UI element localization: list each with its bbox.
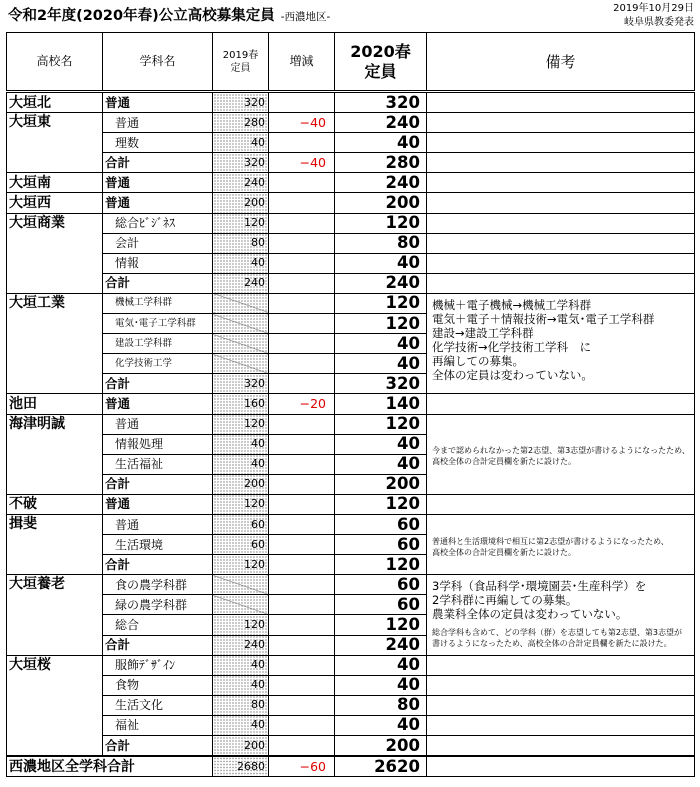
col-header-dept: 学科名: [103, 33, 213, 92]
new-capacity: 140: [335, 394, 427, 414]
notes-cell: [427, 173, 695, 193]
school-name: 大垣西: [7, 193, 103, 213]
table-row: [7, 736, 695, 757]
notes-cell: [427, 253, 695, 273]
dept-name: 合計: [103, 273, 213, 293]
new-capacity: 40: [335, 715, 427, 735]
prev-capacity: 60: [213, 535, 269, 555]
dept-name: 総合ﾋﾞｼﾞﾈｽ: [103, 213, 213, 233]
dept-name: 普通: [103, 414, 213, 434]
dept-name: 情報: [103, 253, 213, 273]
capacity-change: [269, 635, 335, 655]
school-notes: [427, 293, 695, 393]
prev-capacity: 80: [213, 695, 269, 715]
capacity-change: [269, 133, 335, 153]
note-line: 今まで認められなかった第2志望、第3志望が書けるようになったため、: [432, 446, 690, 456]
school-name: 不破: [7, 494, 103, 514]
prev-capacity: 40: [213, 253, 269, 273]
notes-cell: [427, 92, 695, 113]
prev-capacity: 60: [213, 514, 269, 534]
table-row: [7, 113, 695, 133]
prev-capacity: 320: [213, 374, 269, 394]
page-title: [8, 4, 330, 25]
prev-capacity: [213, 314, 269, 334]
dept-name: 生活文化: [103, 695, 213, 715]
note-line: 書けるようになったため、高校全体の合計定員欄を新たに設けた。: [432, 639, 672, 649]
prev-capacity: 280: [213, 113, 269, 133]
prev-capacity: 120: [213, 555, 269, 575]
total-prev: 2680: [213, 756, 269, 777]
dept-name: 普通: [103, 173, 213, 193]
dept-name: 普通: [103, 394, 213, 414]
publisher: 岐阜県教委発表: [624, 17, 694, 28]
col-header-school: 高校名: [7, 33, 103, 92]
prev-capacity: 160: [213, 394, 269, 414]
capacity-change: [269, 193, 335, 213]
prev-capacity: 200: [213, 474, 269, 494]
table-row: [7, 414, 695, 434]
prev-capacity: [213, 334, 269, 354]
new-capacity: 120: [335, 555, 427, 575]
col-header-new-line1: 2020春: [350, 41, 411, 61]
school-name: 大垣東: [7, 113, 103, 173]
note-line: 総合学科も含めて、どの学科（群）を志望しても第2志望、第3志望が: [432, 628, 683, 638]
col-header-new-line2: 定員: [364, 61, 397, 81]
new-capacity: 200: [335, 736, 427, 757]
new-capacity: 120: [335, 213, 427, 233]
note-line: 建設→建設工学科群: [432, 325, 534, 340]
capacity-change: [269, 736, 335, 757]
table-body: [7, 92, 695, 777]
capacity-change: [269, 233, 335, 253]
prev-capacity: 320: [213, 153, 269, 173]
dept-name: 普通: [103, 193, 213, 213]
prev-capacity: 40: [213, 454, 269, 474]
new-capacity: 40: [335, 354, 427, 374]
new-capacity: 40: [335, 334, 427, 354]
capacity-change: [269, 595, 335, 615]
new-capacity: 120: [335, 293, 427, 313]
school-notes: [427, 514, 695, 574]
new-capacity: 40: [335, 253, 427, 273]
prev-capacity: 320: [213, 92, 269, 113]
capacity-change: [269, 535, 335, 555]
dept-name: 食の農学科群: [103, 575, 213, 595]
capacity-change: [269, 334, 335, 354]
prev-capacity: [213, 595, 269, 615]
school-name: 池田: [7, 394, 103, 414]
notes-cell: [427, 655, 695, 675]
total-new: 2620: [335, 756, 427, 777]
school-name: 大垣桜: [7, 655, 103, 756]
new-capacity: 240: [335, 635, 427, 655]
new-capacity: 60: [335, 535, 427, 555]
table-row: [7, 293, 695, 313]
note-line: 高校全体の合計定員欄を新たに設けた。: [432, 547, 576, 557]
new-capacity: 40: [335, 655, 427, 675]
note-line: 農業科全体の定員は変わっていない。: [432, 607, 628, 622]
new-capacity: 200: [335, 474, 427, 494]
dept-name: 合計: [103, 736, 213, 757]
prev-capacity: 120: [213, 414, 269, 434]
table-row: [7, 173, 695, 193]
dept-name: 会計: [103, 233, 213, 253]
capacity-change: [269, 675, 335, 695]
note-line: 再編しての募集。: [432, 353, 524, 368]
note-line: 化学技術→化学技術工学科 に: [432, 339, 592, 354]
new-capacity: 320: [335, 92, 427, 113]
capacity-change: −20: [269, 394, 335, 414]
school-name: 海津明誠: [7, 414, 103, 494]
dept-name: 合計: [103, 474, 213, 494]
prev-capacity: 200: [213, 193, 269, 213]
new-capacity: 60: [335, 514, 427, 534]
notes-cell: [427, 133, 695, 153]
prev-capacity: 200: [213, 736, 269, 757]
new-capacity: 120: [335, 494, 427, 514]
note-text: [432, 445, 694, 467]
dept-name: 合計: [103, 153, 213, 173]
dept-name: 建設工学科群: [103, 334, 213, 354]
notes-cell: [427, 213, 695, 233]
note-text-secondary: [432, 627, 694, 649]
publish-date: 2019年10月29日: [613, 3, 694, 14]
new-capacity: 240: [335, 173, 427, 193]
notes-cell: [427, 233, 695, 253]
title-text: 令和2年度(2020年春)公立高校募集定員: [8, 8, 275, 24]
capacity-change: [269, 715, 335, 735]
capacity-change: [269, 173, 335, 193]
dept-name: 普通: [103, 92, 213, 113]
capacity-change: [269, 494, 335, 514]
notes-cell: [427, 675, 695, 695]
school-notes: [427, 414, 695, 494]
table-header-row: [7, 33, 695, 92]
capacity-change: [269, 434, 335, 454]
col-header-change: 増減: [269, 33, 335, 92]
new-capacity: 120: [335, 314, 427, 334]
table-row: [7, 394, 695, 414]
capacity-change: [269, 655, 335, 675]
dept-name: 化学技術工学: [103, 354, 213, 374]
notes-cell: [427, 193, 695, 213]
col-header-new: [335, 33, 427, 92]
table-row: [7, 193, 695, 213]
table-row: [7, 153, 695, 173]
notes-cell: [427, 695, 695, 715]
total-change: −60: [269, 756, 335, 777]
total-notes: [427, 756, 695, 777]
grand-total-row: [7, 756, 695, 777]
new-capacity: 120: [335, 615, 427, 635]
notes-cell: [427, 736, 695, 757]
note-text: [432, 536, 694, 558]
dept-name: 福祉: [103, 715, 213, 735]
dept-name: 普通: [103, 113, 213, 133]
prev-capacity: 40: [213, 715, 269, 735]
capacity-change: [269, 474, 335, 494]
col-header-notes: 備考: [427, 33, 695, 92]
table-row: [7, 675, 695, 695]
prev-capacity: [213, 575, 269, 595]
table-row: [7, 514, 695, 534]
new-capacity: 40: [335, 454, 427, 474]
capacity-change: [269, 575, 335, 595]
dept-name: 普通: [103, 514, 213, 534]
capacity-change: [269, 414, 335, 434]
new-capacity: 40: [335, 675, 427, 695]
prev-capacity: 120: [213, 494, 269, 514]
notes-cell: [427, 113, 695, 133]
table-row: [7, 273, 695, 293]
capacity-change: [269, 615, 335, 635]
dept-name: 生活環境: [103, 535, 213, 555]
note-line: 機械＋電子機械→機械工学科群: [432, 297, 592, 312]
new-capacity: 120: [335, 414, 427, 434]
note-line: 全体の定員は変わっていない。: [432, 367, 593, 382]
capacity-change: [269, 374, 335, 394]
region-subtitle: -西濃地区-: [280, 11, 331, 23]
table-row: [7, 655, 695, 675]
prev-capacity: 240: [213, 173, 269, 193]
prev-capacity: 120: [213, 213, 269, 233]
notes-cell: [427, 273, 695, 293]
prev-capacity: 40: [213, 434, 269, 454]
school-name: 大垣北: [7, 92, 103, 113]
dept-name: 生活福祉: [103, 454, 213, 474]
table-row: [7, 494, 695, 514]
prev-capacity: 40: [213, 133, 269, 153]
col-header-prev: [213, 33, 269, 92]
capacity-change: [269, 92, 335, 113]
capacity-change: −40: [269, 153, 335, 173]
prev-capacity: 120: [213, 615, 269, 635]
new-capacity: 60: [335, 575, 427, 595]
school-name: 大垣工業: [7, 293, 103, 393]
note-text: [432, 298, 694, 382]
table-row: [7, 695, 695, 715]
capacity-change: [269, 273, 335, 293]
new-capacity: 40: [335, 133, 427, 153]
notes-cell: [427, 715, 695, 735]
note-text: [432, 579, 694, 621]
publish-info: [613, 2, 694, 30]
school-name: 大垣商業: [7, 213, 103, 293]
new-capacity: 280: [335, 153, 427, 173]
note-line: 高校全体の合計定員欄を新たに設けた。: [432, 457, 576, 467]
new-capacity: 60: [335, 595, 427, 615]
note-line: 3学科（食品科学･環境園芸･生産科学）を: [432, 579, 647, 594]
prev-capacity: 40: [213, 655, 269, 675]
dept-name: 機械工学科群: [103, 293, 213, 313]
table-row: [7, 715, 695, 735]
table-row: [7, 92, 695, 113]
col-header-prev-line2: 定員: [230, 62, 251, 74]
prev-capacity: 240: [213, 635, 269, 655]
capacity-change: [269, 454, 335, 474]
school-name: 大垣南: [7, 173, 103, 193]
capacity-change: [269, 555, 335, 575]
capacity-change: [269, 695, 335, 715]
dept-name: 合計: [103, 635, 213, 655]
new-capacity: 200: [335, 193, 427, 213]
dept-name: 食物: [103, 675, 213, 695]
prev-capacity: 240: [213, 273, 269, 293]
dept-name: 電気･電子工学科群: [103, 314, 213, 334]
capacity-change: [269, 213, 335, 233]
capacity-change: [269, 293, 335, 313]
prev-capacity: 40: [213, 675, 269, 695]
dept-name: 総合: [103, 615, 213, 635]
capacity-change: [269, 253, 335, 273]
dept-name: 緑の農学科群: [103, 595, 213, 615]
capacity-change: −40: [269, 113, 335, 133]
table-row: [7, 133, 695, 153]
enrollment-table: [6, 32, 695, 777]
col-header-prev-line1: 2019春: [222, 49, 259, 61]
notes-cell: [427, 494, 695, 514]
total-label: 西濃地区全学科合計: [7, 756, 213, 777]
capacity-change: [269, 314, 335, 334]
prev-capacity: [213, 293, 269, 313]
new-capacity: 320: [335, 374, 427, 394]
school-name: 大垣養老: [7, 575, 103, 655]
table-row: [7, 575, 695, 595]
dept-name: 普通: [103, 494, 213, 514]
table-row: [7, 253, 695, 273]
note-line: 普通科と生活環境科で相互に第2志望が書けるようになったため、: [432, 536, 669, 546]
dept-name: 合計: [103, 374, 213, 394]
new-capacity: 80: [335, 233, 427, 253]
capacity-change: [269, 514, 335, 534]
notes-cell: [427, 394, 695, 414]
table-row: [7, 233, 695, 253]
dept-name: 理数: [103, 133, 213, 153]
notes-cell: [427, 153, 695, 173]
new-capacity: 40: [335, 434, 427, 454]
prev-capacity: 80: [213, 233, 269, 253]
prev-capacity: [213, 354, 269, 374]
note-line: 2学科群に再編しての募集。: [432, 593, 578, 608]
capacity-change: [269, 354, 335, 374]
dept-name: 服飾ﾃﾞｻﾞｲﾝ: [103, 655, 213, 675]
school-name: 揖斐: [7, 514, 103, 574]
new-capacity: 240: [335, 273, 427, 293]
new-capacity: 80: [335, 695, 427, 715]
table-row: [7, 213, 695, 233]
dept-name: 情報処理: [103, 434, 213, 454]
new-capacity: 240: [335, 113, 427, 133]
note-line: 電気＋電子＋情報技術→電気･電子工学科群: [432, 311, 655, 326]
dept-name: 合計: [103, 555, 213, 575]
school-notes: [427, 575, 695, 655]
